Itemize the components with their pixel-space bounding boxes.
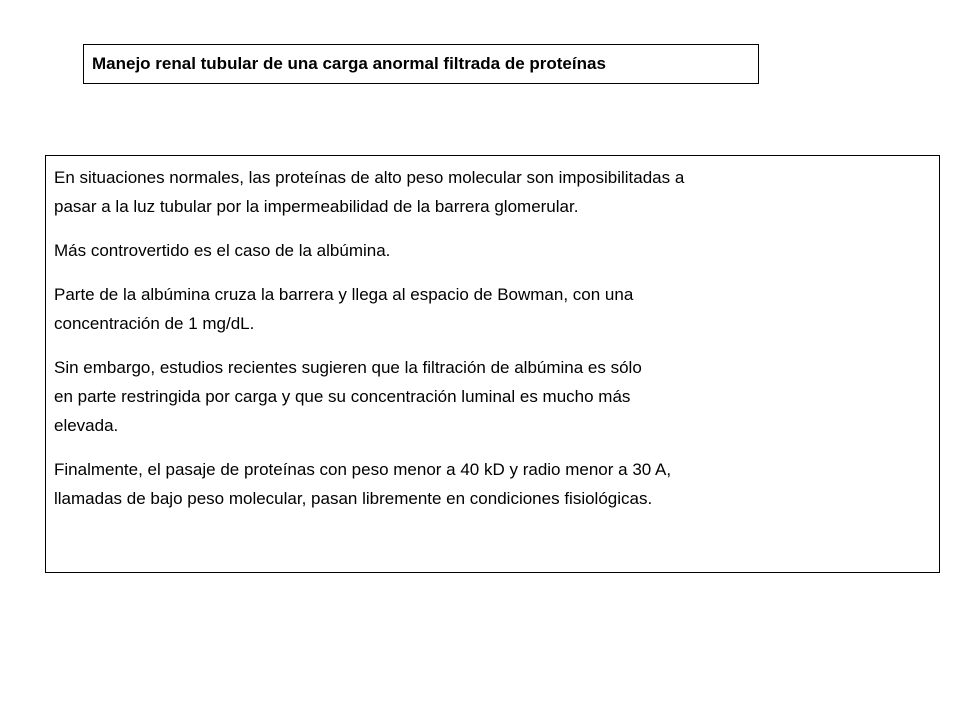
paragraph-line: Parte de la albúmina cruza la barrera y llega al espacio de Bowman, con una: [54, 285, 634, 304]
paragraph-normal-conditions: [54, 163, 931, 221]
paragraph-line: pasar a la luz tubular por la impermeabilidad de la barrera glomerular.: [54, 197, 579, 216]
document-title: Manejo renal tubular de una carga anormal filtrada de proteínas: [92, 54, 606, 73]
paragraph-line: en parte restringida por carga y que su concentración luminal es mucho más: [54, 387, 631, 406]
paragraph-line: Sin embargo, estudios recientes sugieren que la filtración de albúmina es sólo: [54, 358, 642, 377]
paragraph-recent-studies: [54, 353, 931, 440]
paragraph-low-molecular-weight: [54, 455, 931, 513]
paragraph-line: elevada.: [54, 416, 119, 435]
paragraph-line: Finalmente, el pasaje de proteínas con peso menor a 40 kD y radio menor a 30 A,: [54, 460, 672, 479]
paragraph-line: llamadas de bajo peso molecular, pasan libremente en condiciones fisiológicas.: [54, 489, 653, 508]
paragraph-line: En situaciones normales, las proteínas de alto peso molecular son imposibilitadas a: [54, 168, 685, 187]
paragraph-line: Más controvertido es el caso de la albúmina.: [54, 241, 391, 260]
title-box: [83, 44, 759, 84]
paragraph-albumin-crossing: [54, 280, 931, 338]
body-text-box: [45, 155, 940, 573]
paragraph-albumin-controversy: [54, 236, 931, 265]
paragraph-line: concentración de 1 mg/dL.: [54, 314, 255, 333]
